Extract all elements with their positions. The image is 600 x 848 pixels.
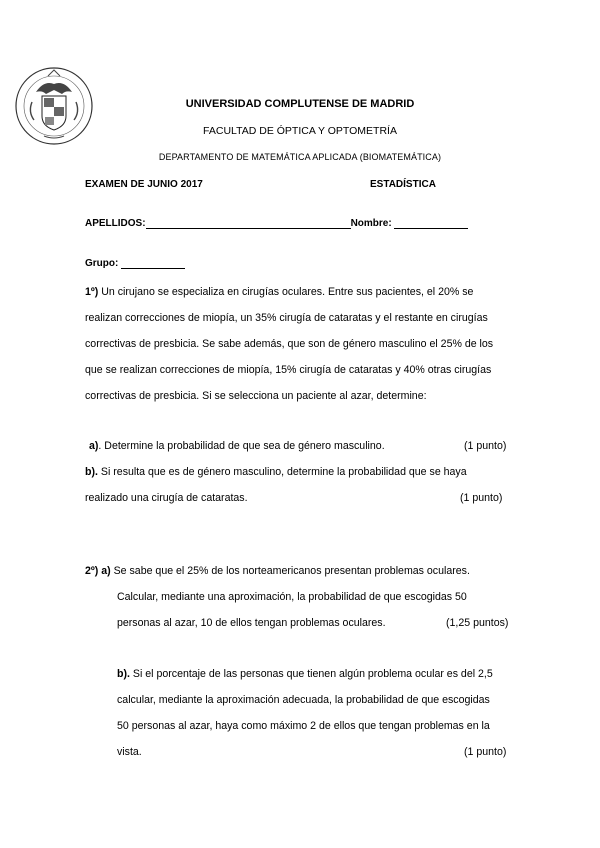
q1-text-4: que se realizan correcciones de miopía, 15% cirugía de cataratas y 40% otras cirugías [85, 364, 492, 376]
q1-part-b [85, 466, 467, 478]
q1-a-text: . Determine la probabilidad de que sea de género masculino. [98, 440, 385, 452]
q1-text-2: realizan correcciones de miopía, un 35% cirugía de cataratas y el restante en cirugías [85, 312, 488, 324]
q2-a-points: (1,25 puntos) [446, 617, 509, 629]
q2-part-a [85, 565, 470, 577]
surname-line [146, 217, 351, 229]
q1-text-5: correctivas de presbicia. Si se selecciona un paciente al azar, determine: [85, 390, 427, 402]
department-title: DEPARTAMENTO DE MATEMÁTICA APLICADA (BIOMATEMÁTICA) [158, 152, 442, 162]
surname-field [85, 217, 468, 229]
q1-number: 1º) [85, 286, 99, 298]
q1-b-label: b). [85, 466, 98, 478]
exam-subject: ESTADÍSTICA [370, 179, 436, 190]
q2-a-text-1: Se sabe que el 25% de los norteamericanos presentan problemas oculares. [113, 565, 470, 577]
q2-part-b [117, 668, 493, 680]
group-line [121, 257, 185, 269]
q1-part-a [89, 440, 385, 452]
university-title: UNIVERSIDAD COMPLUTENSE DE MADRID [185, 98, 415, 110]
q2-b-text-2: calcular, mediante la aproximación adecuada, la probabilidad de que escogidas [117, 694, 490, 706]
q2-number: 2º) a) [85, 565, 111, 577]
q2-a-text-2: Calcular, mediante una aproximación, la probabilidad de que escogidas 50 [117, 591, 467, 603]
q1-a-label: a) [89, 440, 99, 452]
q1-b-text-1: Si resulta que es de género masculino, determine la probabilidad que se haya [100, 466, 467, 478]
q1-text-3: correctivas de presbicia. Se sabe además, que son de género masculino el 25% de los [85, 338, 494, 350]
q2-a-text-3: personas al azar, 10 de ellos tengan problemas oculares. [117, 617, 386, 629]
q2-b-points: (1 punto) [464, 746, 507, 758]
faculty-title: FACULTAD DE ÓPTICA Y OPTOMETRÍA [203, 125, 397, 137]
q2-b-text-4: vista. [117, 746, 142, 758]
q1-b-points: (1 punto) [460, 492, 503, 504]
group-label: Grupo: [85, 258, 119, 269]
q1-text-1: Un cirujano se especializa en cirugías oculares. Entre sus pacientes, el 20% se [101, 286, 474, 298]
q2-b-label: b). [117, 668, 130, 680]
q2-b-text-1: Si el porcentaje de las personas que tienen algún problema ocular es del 2,5 [132, 668, 493, 680]
name-label: Nombre: [350, 218, 392, 229]
q2-b-text-3: 50 personas al azar, haya como máximo 2 de ellos que tengan problemas en la [117, 720, 490, 732]
q1-b-text-2: realizado una cirugía de cataratas. [85, 492, 248, 504]
surname-label: APELLIDOS: [85, 218, 146, 229]
name-line [394, 217, 468, 229]
q1-a-points: (1 punto) [464, 440, 507, 452]
q1-line-1 [85, 286, 473, 298]
group-field [85, 257, 185, 269]
exam-title: EXAMEN DE JUNIO 2017 [85, 179, 203, 190]
